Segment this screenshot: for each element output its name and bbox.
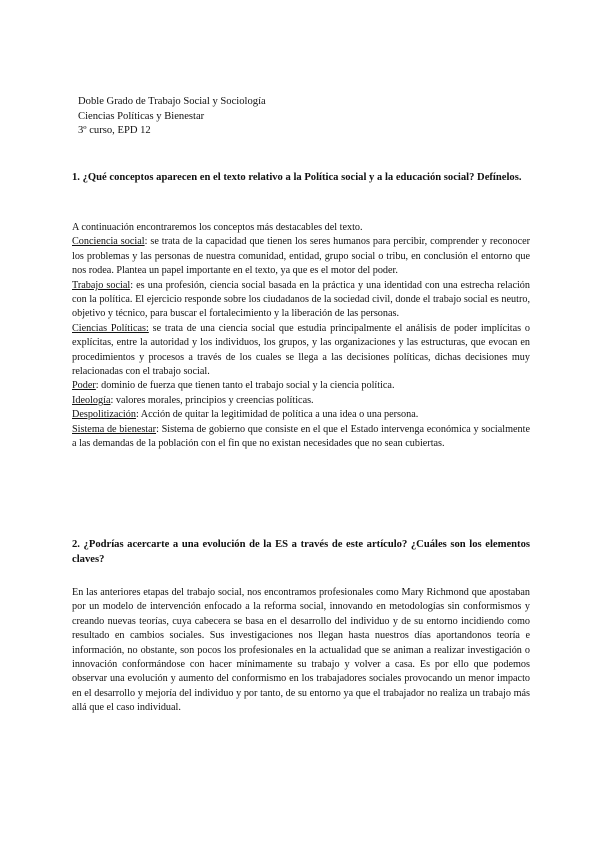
subject-line: Ciencias Políticas y Bienestar	[78, 110, 205, 122]
course-line: 3º curso, EPD 12	[78, 125, 151, 136]
definition-term: Despolitización	[72, 409, 136, 421]
definition-term: Sistema de bienestar	[72, 423, 157, 435]
definition-conciencia-social	[72, 235, 530, 278]
question-1-answer	[72, 221, 530, 452]
definition-poder	[72, 379, 530, 393]
definition-term: Conciencia social	[72, 236, 145, 248]
question-1-title: 1. ¿Qué conceptos aparecen en el texto relativo a la Política social y a la educación social? Defínelos.	[72, 172, 522, 183]
definition-text: : se trata de la capacidad que tienen los seres humanos para percibir, comprender y reconocer los problemas y las personas de nuestra comunidad, entidad, grupo social o tribu, en conclusión el entorno que nos rodea. Plantea un papel importante en el texto, ya que es el motor del poder.	[72, 236, 531, 277]
definition-ideologia	[72, 394, 530, 408]
definition-text: : es una profesión, ciencia social basada en la práctica y una identidad con una estrecha relación con la política. El ejercicio responde sobre los ciudadanos de la sociedad civil, donde el trabajo social es neutro, objetivo y técnico, para buscar el fortalecimiento y la liberación de las personas.	[72, 279, 530, 320]
definition-ciencias-politicas	[72, 322, 530, 380]
definition-term: Trabajo social	[72, 279, 131, 291]
definition-sistema-de-bienestar	[72, 423, 530, 452]
question-2-title: 2. ¿Podrías acercarte a una evolución de la ES a través de este artículo? ¿Cuáles son los elementos claves?	[72, 539, 530, 565]
definition-despolitizacion	[72, 408, 530, 422]
definition-trabajo-social	[72, 279, 530, 322]
document-header	[78, 95, 266, 139]
question-2-answer	[72, 586, 530, 716]
definition-text: : Sistema de gobierno que consiste en el que el Estado intervenga económica y socialmente a las demandas de la población con el fin que no existan necesidades que no sean cubiertas.	[72, 423, 530, 450]
degree-line: Doble Grado de Trabajo Social y Sociología	[78, 96, 266, 107]
definition-text: se trata de una ciencia social que estudia principalmente el análisis de poder implícitas o explícitas, entre la autoridad y los individuos, los grupos, y las organizaciones y las estructuras, que evocan en procedimientos y procesos a través de los cuales se llega a las decisiones políticas, dichas decisiones muy relacionadas con el trabajo social.	[72, 322, 531, 378]
definition-term: Ciencias Políticas:	[72, 322, 149, 334]
answer-intro: A continuación encontraremos los conceptos más destacables del texto.	[72, 222, 363, 233]
answer-paragraph: En las anteriores etapas del trabajo social, nos encontramos profesionales como Mary Richmond que apostaban por un modelo de intervención enfocado a la reforma social, innovando en metodologías sin conformismos y creando nuevas teorías, cuya cabecera se basa en el desarrollo del individuo y de su entorno incidiendo como resultado en cambios sociales. Sus investigaciones nos llegan hasta nuestros días aportandonos teoría e información, no obstante, son pocos los profesionales en la actualidad que se animan a realizar investigación o innovación conformándose con hacer mínimamente su trabajo y volver a casa. Es por ello que podemos observar una evolución y aumento del conformismo en los trabajadores sociales provocando un menor impacto en el desarrollo y mejoría del individuo y por tanto, de su entorno ya que el trabajador no realiza un trabajo más allá que el caso individual.	[72, 587, 530, 714]
definition-text: : Acción de quitar la legitimidad de política a una idea o una persona.	[135, 409, 419, 421]
definition-text: : valores morales, principios y creencias políticas.	[110, 394, 314, 406]
definition-term: Poder	[72, 380, 96, 392]
definition-text: : dominio de fuerza que tienen tanto el trabajo social y la ciencia política.	[95, 380, 395, 392]
definition-term: Ideología	[72, 394, 111, 406]
